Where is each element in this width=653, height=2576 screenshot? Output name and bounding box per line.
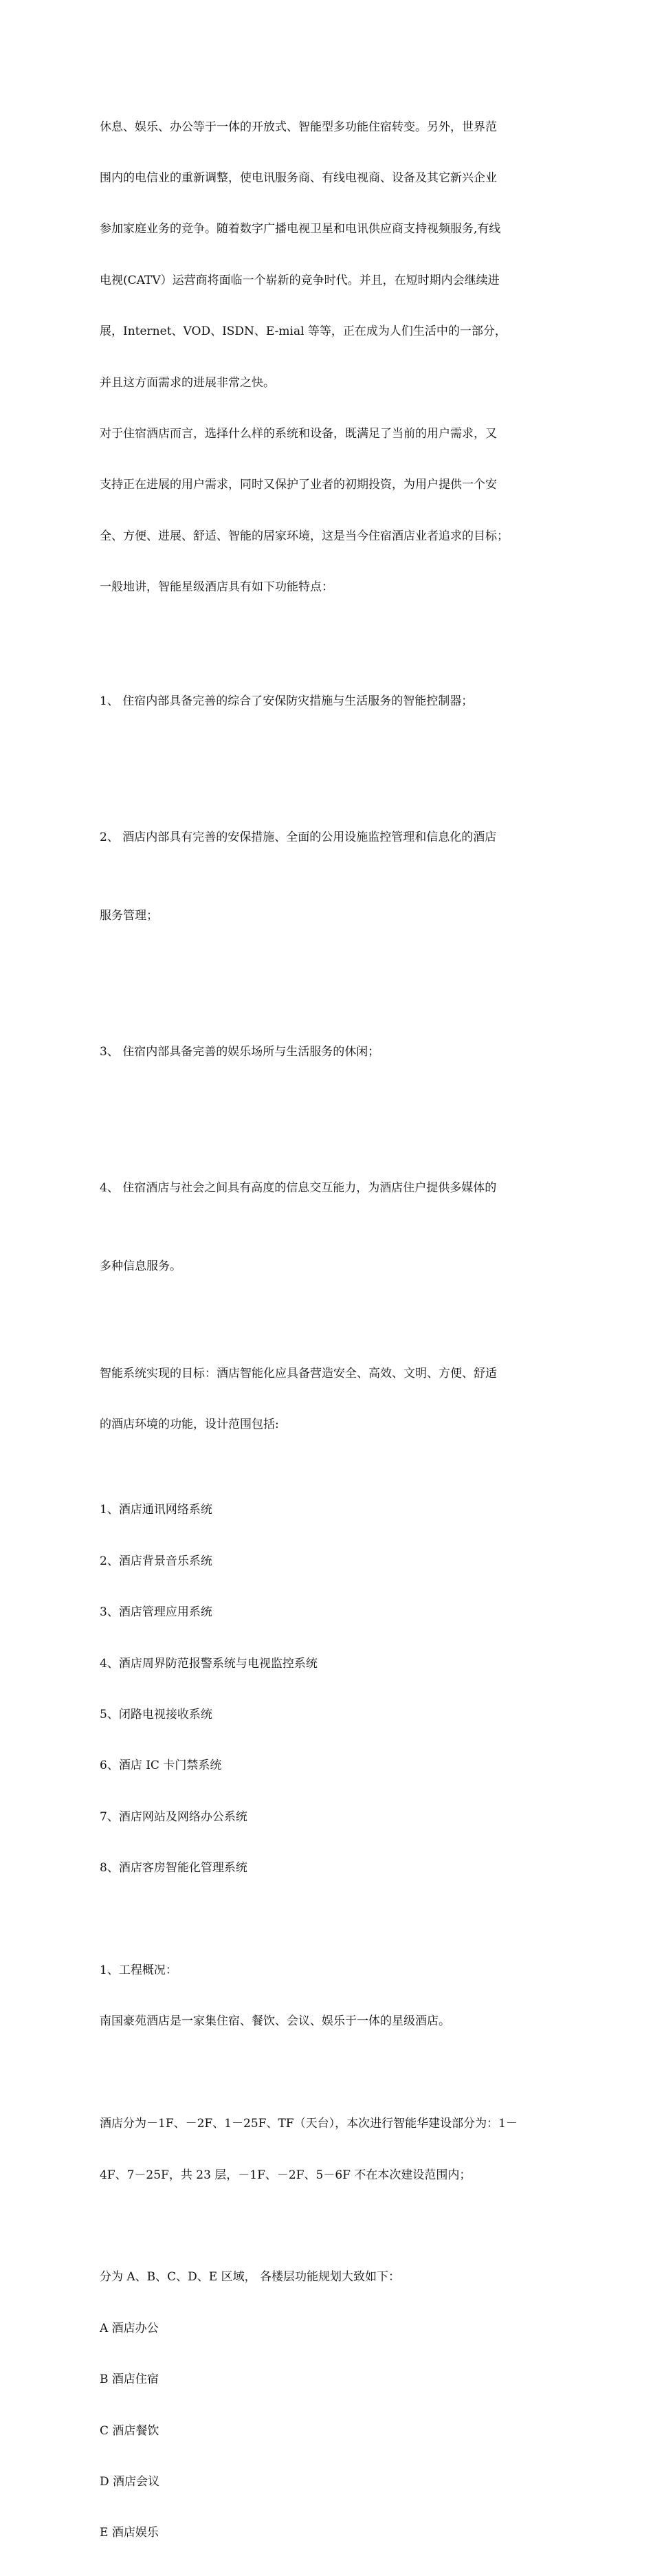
- list-item: A 酒店办公: [100, 2321, 159, 2335]
- blank-line: [100, 1911, 557, 1928]
- feature-item-3: [100, 987, 557, 1117]
- list-item: 7、酒店网站及网络办公系统: [100, 1809, 247, 1824]
- text-line: 参加家庭业务的竞争。随着数字广播电视卫星和电讯供应商支持视频服务,有线: [100, 222, 501, 236]
- text-line: 全、方便、进展、舒适、智能的居家环境，这是当今住宿酒店业者追求的目标；: [100, 529, 509, 543]
- text-line: 围内的电信业的重新调整，使电讯服务商、有线电视商、设备及其它新兴企业: [100, 170, 497, 185]
- floors-paragraph: [100, 2082, 557, 2218]
- blank-line: [100, 2065, 557, 2082]
- text-line: 南国豪苑酒店是一家集住宿、餐饮、会议、娱乐于一体的星级酒店。: [100, 2014, 450, 2029]
- system-list: [100, 1468, 557, 1911]
- zones-section: [100, 2235, 557, 2576]
- text-line: 智能系统实现的目标：酒店智能化应具备营造安全、高效、文明、方便、舒适: [100, 1367, 497, 1381]
- text-line: 对于住宿酒店而言，选择什么样的系统和设备，既满足了当前的用户需求，又: [100, 426, 497, 441]
- text-line: 酒店分为－1F、－2F、1－25F、TF（天台），本次进行智能华建设部分为：1－: [100, 2117, 518, 2131]
- list-item: B 酒店住宿: [100, 2373, 159, 2387]
- document-page: [100, 85, 557, 2576]
- list-item: 4、酒店周界防范报警系统与电视监控系统: [100, 1656, 318, 1671]
- section-heading: 1、工程概况：: [100, 1963, 177, 1977]
- blank-line: [100, 2218, 557, 2235]
- intro-paragraph: [100, 85, 557, 630]
- feature-item-1: [100, 636, 557, 767]
- text-line: 2、 酒店内部具有完善的安保措施、全面的公用设施监控管理和信息化的酒店: [100, 830, 497, 844]
- text-line: 1、 住宿内部具备完善的综合了安保防灾措施与生活服务的智能控制器；: [100, 694, 474, 708]
- list-item: D 酒店会议: [100, 2474, 160, 2489]
- feature-item-2: [100, 772, 557, 981]
- list-item: 8、酒店客房智能化管理系统: [100, 1861, 247, 1875]
- text-line: 支持正在进展的用户需求，同时又保护了业者的初期投资，为用户提供一个安: [100, 478, 497, 492]
- overview-section: [100, 1928, 557, 2064]
- list-item: 6、酒店 IC 卡门禁系统: [100, 1759, 222, 1773]
- text-line: 并且这方面需求的进展非常之快。: [100, 375, 275, 390]
- text-line: 多种信息服务。: [100, 1259, 181, 1273]
- text-line: 电视(CATV）运营商将面临一个崭新的竞争时代。并且，在短时期内会继续进: [100, 273, 500, 287]
- list-item: 2、酒店背景音乐系统: [100, 1554, 212, 1568]
- text-line: 休息、娱乐、办公等于一体的开放式、智能型多功能住宿转变。另外，世界范: [100, 120, 497, 134]
- list-item: 5、闭路电视接收系统: [100, 1708, 212, 1722]
- goal-paragraph: [100, 1332, 557, 1468]
- feature-item-4: [100, 1123, 557, 1332]
- text-line: 一般地讲，智能星级酒店具有如下功能特点：: [100, 580, 333, 595]
- list-item: 3、酒店管理应用系统: [100, 1605, 212, 1620]
- text-line: 服务管理；: [100, 908, 158, 923]
- list-item: E 酒店娱乐: [100, 2526, 159, 2540]
- text-line: 展，Internet、VOD、ISDN、E-mial 等等，正在成为人们生活中的一部分，: [100, 324, 507, 339]
- list-item: 1、酒店通讯网络系统: [100, 1503, 212, 1517]
- text-line: 4、 住宿酒店与社会之间具有高度的信息交互能力，为酒店住户提供多媒体的: [100, 1180, 497, 1195]
- text-line: 3、 住宿内部具备完善的娱乐场所与生活服务的休闲；: [100, 1044, 380, 1059]
- text-line: 的酒店环境的功能，设计范围包括:: [100, 1418, 279, 1432]
- text-line: 分为 A、B、C、D、E 区域， 各楼层功能规划大致如下：: [100, 2270, 401, 2285]
- list-item: C 酒店餐饮: [100, 2423, 159, 2438]
- text-line: 4F、7－25F，共 23 层，－1F、－2F、5－6F 不在本次建设范围内；: [100, 2168, 472, 2182]
